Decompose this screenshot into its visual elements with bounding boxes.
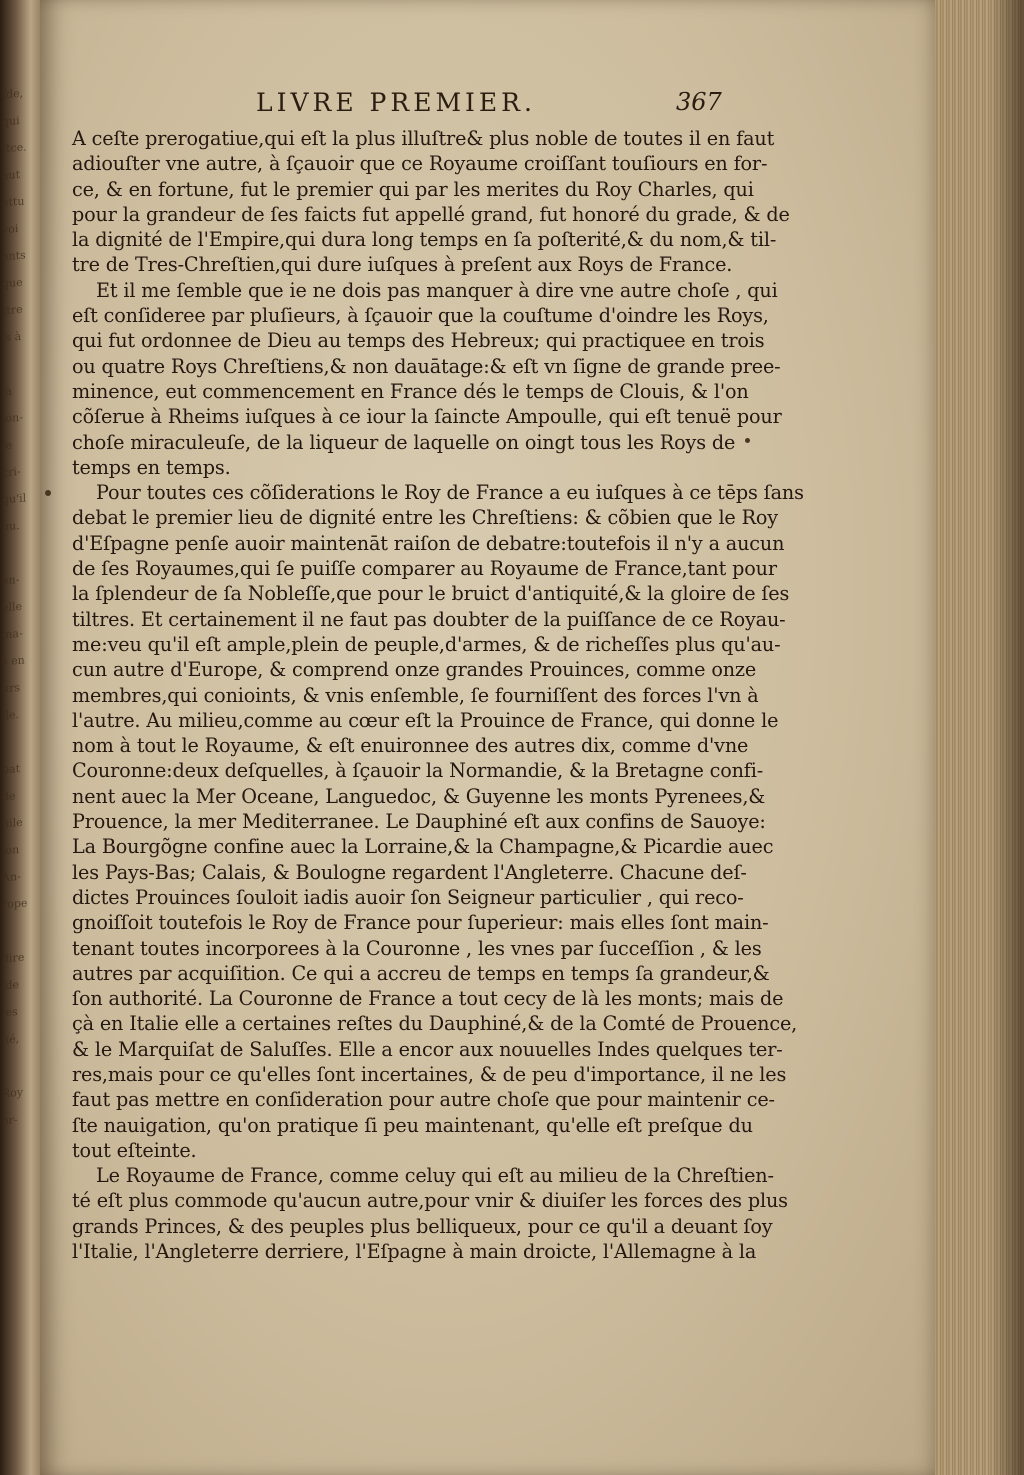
ink-spot [45, 490, 51, 496]
running-title: LIVRE PREMIER. [256, 88, 536, 117]
text-line: té eſt plus commode qu'aucun autre,pour vnir & diuiſer les forces des plus [72, 1189, 788, 1213]
text-line: ce, & en fortune, fut le premier qui par les merites du Roy Charles, qui [72, 177, 754, 201]
text-line: l'Italie, l'Angleterre derriere, l'Eſpagne à main droicte, l'Allemagne à la [72, 1240, 757, 1264]
text-line: nom à tout le Royaume, & eſt enuironnee des autres dix, comme d'vne [72, 734, 749, 758]
text-line: Et il me ſemble que ie ne dois pas manquer à dire vne autre choſe , qui [96, 278, 778, 302]
text-line: me:veu qu'il eſt ample,plein de peuple,d'armes, & de richeſſes plus qu'au- [72, 632, 781, 656]
text-line: cõſerue à Rheims iuſques à ce iour la ſaincte Ampoulle, qui eſt tenuë pour [72, 405, 782, 429]
text-line: temps en temps. [72, 455, 231, 479]
text-line: pour la grandeur de ſes faicts fut appellé grand, fut honoré du grade, & de [72, 202, 790, 226]
text-line: nent auec la Mer Oceane, Languedoc, & Guyenne les monts Pyrenees,& [72, 784, 766, 808]
text-line: & le Marquiſat de Saluſſes. Elle a encor aux nouuelles Indes quelques ter- [72, 1037, 783, 1061]
text-line: tenant toutes incorporees à la Couronne , les vnes par ſucceſſion , & les [72, 936, 762, 960]
text-line: membres,qui conioints, & vnis enſemble, ſe fourniſſent des forces l'vn à [72, 683, 759, 707]
page-number: 367 [676, 88, 722, 116]
text-line: ou quatre Roys Chreſtiens,& non dauātage:& eſt vn ſigne de grande pree- [72, 354, 781, 378]
book-page [40, 0, 935, 1475]
text-line: tiltres. Et certainement il ne faut pas doubter de la puiſſance de ce Royau- [72, 607, 786, 631]
page-header [40, 88, 935, 128]
text-line: les Pays-Bas; Calais, & Boulogne regardent l'Angleterre. Chacune deſ- [72, 860, 747, 884]
text-line: tre de Tres-Chreſtien,qui dure iuſques à preſent aux Roys de France. [72, 253, 733, 277]
facing-page-text: ſde, qui ſtce. aut ettu voi ents que ttre ls à la ion- le cri- qu'il nu. en- elle ma- s en urs lle. bat de nile lon An- rope dire ide les né, Roy or- [2, 86, 28, 1128]
text-line: gnoiſſoit toutefois le Roy de France pour ſuperieur: mais elles ſont main- [72, 911, 769, 935]
text-line: Le Royaume de France, comme celuy qui eſt au milieu de la Chreſtien- [96, 1164, 774, 1188]
ink-spot [745, 438, 750, 443]
text-line: dictes Prouinces ſouloit iadis auoir ſon Seigneur particulier , qui reco- [72, 885, 744, 909]
text-line: La Bourgõgne confine auec la Lorraine,& la Champagne,& Picardie auec [72, 835, 774, 859]
text-line: choſe miraculeuſe, de la liqueur de laquelle on oingt tous les Roys de [72, 430, 736, 454]
text-line: debat le premier lieu de dignité entre les Chreſtiens: & cõbien que le Roy [72, 506, 778, 530]
text-line: res,mais pour ce qu'elles ſont incertaines, & de peu d'importance, il ne les [72, 1062, 787, 1086]
text-line: çà en Italie elle a certaines reſtes du Dauphiné,& de la Comté de Prouence, [72, 1012, 798, 1036]
text-line: qui fut ordonnee de Dieu au temps des Hebreux; qui practiquee en trois [72, 329, 765, 353]
text-line: Pour toutes ces cõſiderations le Roy de France a eu iuſques à ce tēps ſans [96, 481, 804, 505]
text-line: tout eſteinte. [72, 1138, 197, 1162]
text-line: l'autre. Au milieu,comme au cœur eſt la Prouince de France, qui donne le [72, 708, 779, 732]
text-line: ſon authorité. La Couronne de France a tout cecy de là les monts; mais de [72, 987, 784, 1011]
text-line: la ſplendeur de ſa Nobleſſe,que pour le bruict d'antiquité,& la gloire de ſes [72, 582, 790, 606]
text-line: Prouence, la mer Mediterranee. Le Dauphiné eſt aux confins de Sauoye: [72, 810, 766, 834]
text-line: minence, eut commencement en France dés le temps de Clouis, & l'on [72, 379, 749, 403]
text-line: d'Eſpagne penſe auoir maintenāt raiſon de debatre:toutefois il n'y a aucun [72, 531, 785, 555]
facing-page-edge [0, 0, 44, 1475]
text-line: de ſes Royaumes,qui ſe puiſſe comparer au Royaume de France,tant pour [72, 557, 777, 581]
text-line: grands Princes, & des peuples plus belliqueux, pour ce qu'il a deuant ſoy [72, 1214, 773, 1238]
text-line: Couronne:deux deſquelles, à ſçauoir la Normandie, & la Bretagne confi- [72, 759, 764, 783]
text-line: ſte nauigation, qu'on pratique ſi peu maintenant, qu'elle eſt preſque du [72, 1113, 753, 1137]
text-line: faut pas mettre en conſideration pour autre choſe que pour maintenir ce- [72, 1088, 775, 1112]
body-text [72, 126, 804, 1264]
text-line: eſt conſideree par pluſieurs, à ſçauoir que la couſtume d'oindre les Roys, [72, 304, 769, 328]
text-line: la dignité de l'Empire,qui dura long temps en ſa poſterité,& du nom,& til- [72, 228, 777, 252]
text-line: cun autre d'Europe, & comprend onze grandes Prouinces, comme onze [72, 658, 757, 682]
text-line: adiouſter vne autre, à ſçauoir que ce Royaume croiſſant touſiours en for- [72, 152, 768, 176]
binding-shadow [990, 0, 1024, 1475]
text-line: A ceſte prerogatiue,qui eſt la plus illuſtre& plus noble de toutes il en faut [72, 127, 775, 150]
text-line: autres par acquiſition. Ce qui a accreu de temps en temps ſa grandeur,& [72, 961, 770, 985]
